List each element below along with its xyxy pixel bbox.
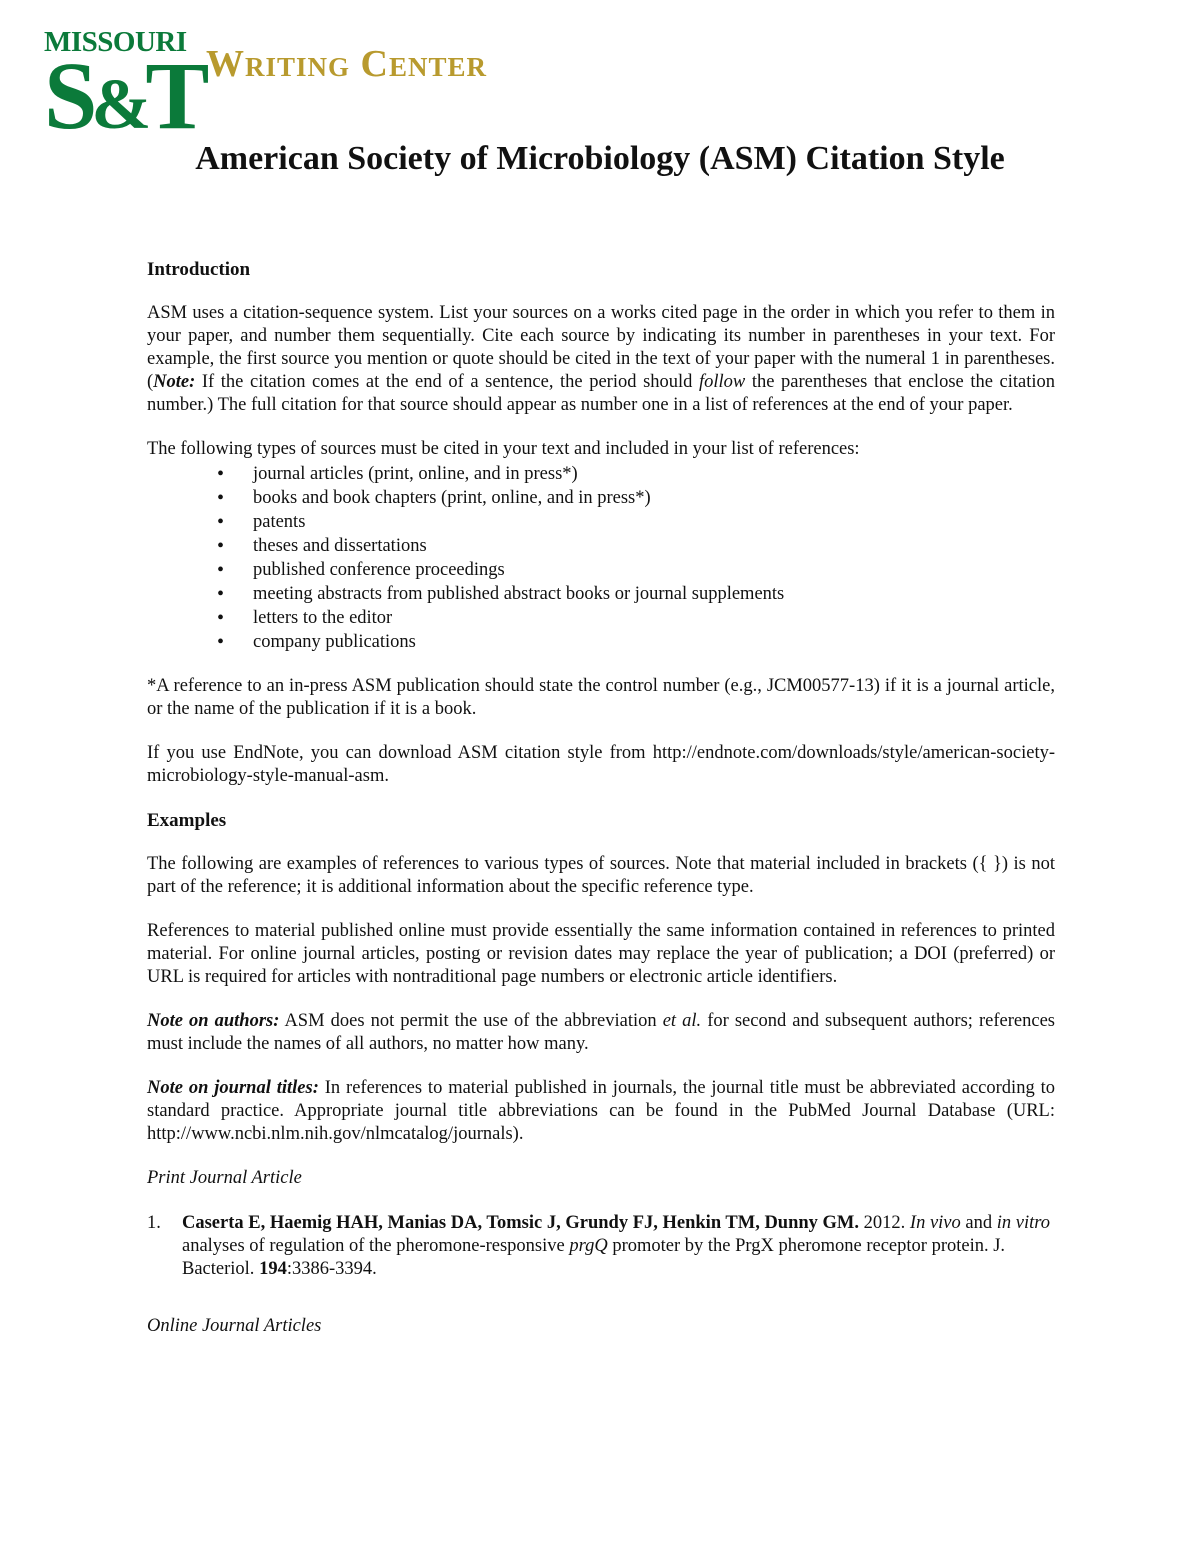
reference-title-rest: promoter by the PrgX pheromone receptor protein. J. Bacteriol.	[182, 1236, 1006, 1279]
reference-year: 2012.	[859, 1213, 910, 1233]
list-item: • patents	[147, 510, 1055, 534]
examples-paragraph-2: References to material published online must provide essentially the same information contained in references to printed material. For online journal articles, posting or revision dates may replace the year of publication; a DOI (preferred) or URL is required for articles with nontraditional page numbers or electronic article identifiers.	[147, 921, 1055, 987]
intro-text-3: the parentheses that enclose the citation number.) The full citation for that source should appear as number one in a list of references at the end of your paper.	[147, 372, 1055, 415]
logo-writing-center-text: Writing Center	[206, 43, 487, 85]
intro-text-2: If the citation comes at the end of a sentence, the period should	[195, 372, 699, 392]
reference-volume: 194	[259, 1259, 287, 1279]
page-title: American Society of Microbiology (ASM) Citation Style	[195, 140, 1005, 177]
list-item: • letters to the editor	[147, 606, 1055, 630]
reference-and: and	[960, 1213, 997, 1233]
note-authors-text-2: for second and subsequent authors; references must include the names of all authors, no matter how many.	[147, 1011, 1055, 1054]
in-press-note: *A reference to an in-press ASM publication should state the control number (e.g., JCM00577-13) if it is a journal article, or the name of the publication if it is a book.	[147, 676, 1055, 719]
list-item: • published conference proceedings	[147, 558, 1055, 582]
examples-heading: Examples	[147, 810, 227, 831]
print-journal-heading: Print Journal Article	[147, 1168, 302, 1188]
note-on-authors	[147, 1010, 1055, 1056]
reference-pages: :3386-3394.	[286, 1259, 377, 1279]
reference-number: 1.	[147, 1213, 161, 1233]
in-vivo-text: In vivo	[909, 1213, 961, 1233]
introduction-heading: Introduction	[147, 259, 251, 280]
list-item: • journal articles (print, online, and in press*)	[147, 462, 1055, 486]
writing-center-logo	[44, 26, 514, 149]
note-on-journal-titles	[147, 1077, 1055, 1146]
note-authors-label: Note on authors:	[147, 1011, 280, 1031]
gene-name: prgQ	[569, 1236, 608, 1256]
intro-follow-word: follow	[699, 372, 746, 392]
list-item: • company publications	[147, 630, 1055, 654]
logo-missouri-text: MISSOURI	[44, 26, 187, 58]
source-types-list	[147, 462, 1055, 654]
note-journal-label: Note on journal titles:	[147, 1078, 319, 1098]
et-al-text: et al.	[662, 1011, 702, 1031]
intro-note-label: Note:	[153, 372, 196, 392]
in-vitro-text: in vitro	[996, 1213, 1051, 1233]
note-journal-text: In references to material published in journals, the journal title must be abbreviated according to standard practice. Appropriate journal title abbreviations can be found in the PubMed Journal Database (URL: http://www.ncbi.nlm.nih.gov/nlmcatalog/journals).	[147, 1078, 1055, 1144]
reference-title-part: analyses of regulation of the pheromone-responsive	[182, 1236, 570, 1256]
note-authors-text-1: ASM does not permit the use of the abbreviation	[279, 1011, 663, 1031]
document-body	[147, 258, 1055, 1360]
reference-authors: Caserta E, Haemig HAH, Manias DA, Tomsic J, Grundy FJ, Henkin TM, Dunny GM.	[182, 1213, 860, 1233]
online-journal-heading: Online Journal Articles	[147, 1316, 322, 1336]
examples-paragraph-1: The following are examples of references to various types of sources. Note that material included in brackets ({ }) is not part of the reference; it is additional information about the specific reference type.	[147, 854, 1055, 897]
endnote-paragraph: If you use EndNote, you can download ASM citation style from http://endnote.com/downloads/style/american-society-microbiology-style-manual-asm.	[147, 743, 1055, 786]
logo-t: T	[145, 42, 204, 149]
logo-s: S	[44, 42, 92, 149]
logo-ampersand: &	[91, 64, 146, 144]
intro-text-1: ASM uses a citation-sequence system. List your sources on a works cited page in the order in which you refer to them in your paper, and number them sequentially. Cite each source by indicating its number in parentheses in your text. For example, the first source you mention or quote should be cited in the text of your paper with the numeral 1 in parentheses. (	[147, 303, 1055, 392]
list-item: • meeting abstracts from published abstract books or journal supplements	[147, 582, 1055, 606]
source-types-intro: The following types of sources must be cited in your text and included in your list of references:	[147, 439, 860, 459]
list-item: • books and book chapters (print, online, and in press*)	[147, 486, 1055, 510]
reference-text	[182, 1212, 1055, 1281]
intro-paragraph	[147, 302, 1055, 417]
list-item: • theses and dissertations	[147, 534, 1055, 558]
reference-entry	[147, 1212, 1055, 1281]
